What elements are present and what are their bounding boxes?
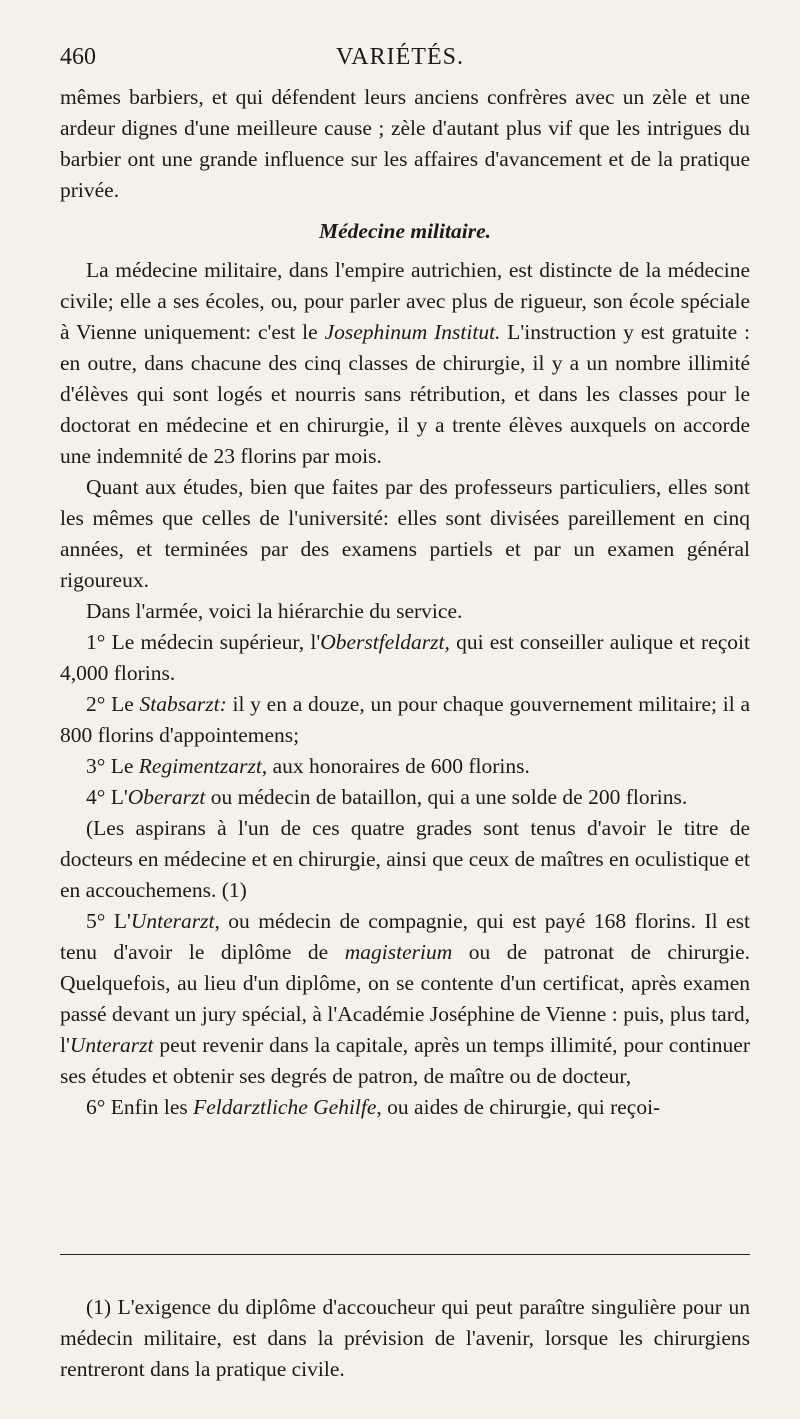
list-item-regimentzarzt: 3° Le Regimentzarzt, aux honoraires de 600 florins. — [86, 754, 530, 778]
footnote — [60, 1292, 750, 1385]
page-number: 460 — [60, 44, 96, 70]
paragraph-medecine-militaire: La médecine militaire, dans l'empire autrichien, est distincte de la médecine civile; elle a ses écoles, ou, pour parler avec plus de rigueur, son école spéciale à Vienne uniquement: c'est le Josephinum Institut. L'instruction y est gratuite : en outre, dans chacune des cinq classes de chirurgie, il y a un nombre illimité d'élèves qui sont logés et nourris sans rétribution, et dans les classes pour le doctorat en médecine et en chirurgie, il y a trente élèves auxquels on accorde une indemnité de 23 florins par mois. — [60, 258, 750, 468]
paragraph-etudes: Quant aux études, bien que faites par des professeurs particuliers, elles sont les mêmes que celles de l'université: elles sont divisées pareillement en cinq années, et terminées par des examens partiels et par un examen général rigoureux. — [60, 475, 750, 592]
list-item-unterarzt: 5° L'Unterarzt, ou médecin de compagnie, qui est payé 168 florins. Il est tenu d'avoir le diplôme de magisterium ou de patronat de chirurgie. Quelquefois, au lieu d'un diplôme, on se contente d'un certificat, après examen passé devant un jury spécial, à l'Académie Joséphine de Vienne : puis, plus tard, l'Unterarzt peut revenir dans la capitale, après un temps illimité, pour continuer ses études et obtenir ses degrés de patron, de maître ou de docteur, — [60, 909, 750, 1088]
paragraph-aspirans: (Les aspirans à l'un de ces quatre grades sont tenus d'avoir le titre de docteurs en médecine et en chirurgie, ainsi que ceux de maîtres en oculistique et en accouchemens. (1) — [60, 816, 750, 902]
list-item-stabsarzt: 2° Le Stabsarzt: il y en a douze, un pour chaque gouvernement militaire; il a 800 florins d'appointemens; — [60, 692, 750, 747]
list-item-oberstfeldarzt: 1° Le médecin supérieur, l'Oberstfeldarzt, qui est conseiller aulique et reçoit 4,000 florins. — [60, 630, 750, 685]
page-header — [60, 44, 740, 74]
footnote-text: (1) L'exigence du diplôme d'accoucheur qui peut paraître singulière pour un médecin militaire, est dans la prévision de l'avenir, lorsque les chirurgiens rentreront dans la pratique civile. — [60, 1295, 750, 1381]
running-title: VARIÉTÉS. — [336, 44, 464, 70]
section-title: Médecine militaire. — [319, 219, 491, 243]
list-item-feldarztliche-gehilfe: 6° Enfin les Feldarztliche Gehilfe, ou aides de chirurgie, qui reçoi- — [86, 1095, 661, 1119]
paragraph-barbiers: mêmes barbiers, et qui défendent leurs anciens confrères avec un zèle et une ardeur dignes d'une meilleure cause ; zèle d'autant plus vif que les intrigues du barbier ont une grande influence sur les affaires d'avancement et de la pratique privée. — [60, 85, 750, 202]
list-item-oberarzt: 4° L'Oberarzt ou médecin de bataillon, qui a une solde de 200 florins. — [86, 785, 688, 809]
body-text — [60, 82, 750, 1123]
paragraph-hierarchie: Dans l'armée, voici la hiérarchie du service. — [86, 599, 463, 623]
footnote-divider — [60, 1254, 750, 1255]
